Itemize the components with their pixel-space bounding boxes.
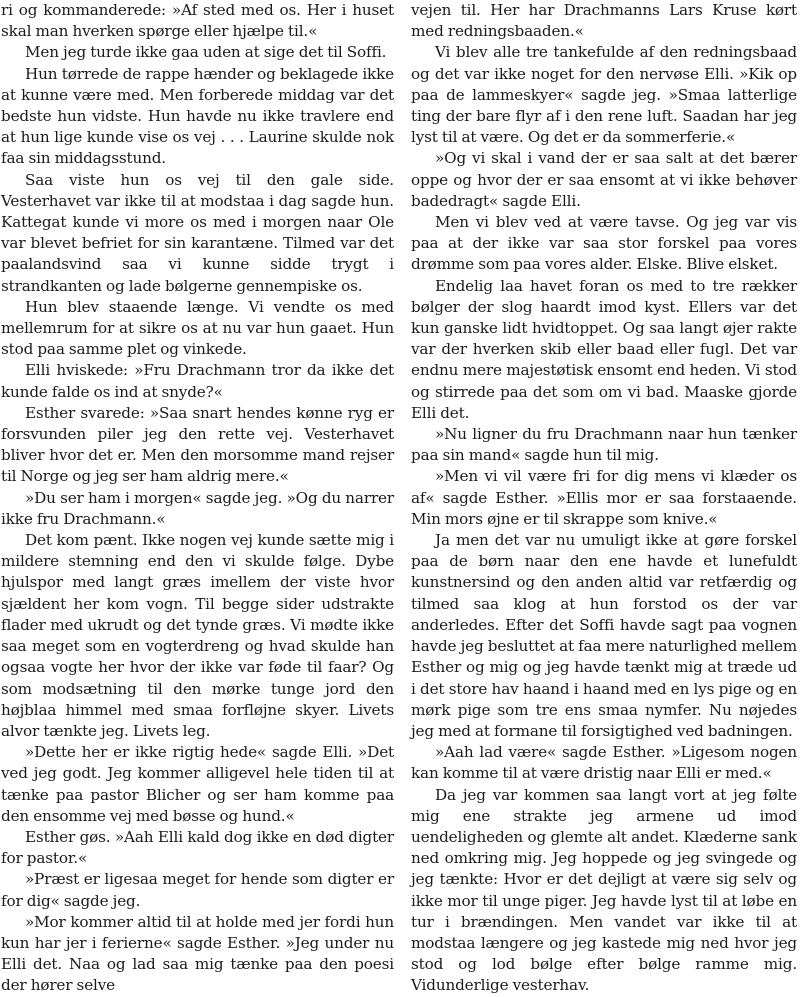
paragraph: Elli hviskede: »Fru Drachmann tror da ikke det kunde falde os ind at snyde?«	[1, 361, 394, 401]
paragraph: »Aah lad være« sagde Esther. »Ligesom nogen kan komme til at være dristig naar Elli er med.«	[411, 743, 797, 783]
paragraph: Vi blev alle tre tankefulde af den redningsbaad og det var ikke noget for den nervøse Elli. »Kik op paa de lammeskyer« sagde jeg. »Smaa latterlige ting der bare flyr af i den rene luft. Saadan har jeg lyst til at være. Og det er da sommerferie.«	[411, 43, 797, 147]
right-text-column	[401, 0, 797, 995]
paragraph: Men vi blev ved at være tavse. Og jeg var vis paa at der ikke var saa stor forskel paa vores drømme som paa vores alder. Elske. Blive elsket.	[411, 213, 797, 274]
paragraph: vejen til. Her har Drachmanns Lars Kruse kørt med redningsbaaden.«	[411, 1, 797, 41]
paragraph: »Mor kommer altid til at holde med jer fordi hun kun har jer i ferierne« sagde Esther. »Jeg under nu Elli det. Naa og lad saa mig tænke paa den poesi der hører selve	[1, 912, 394, 995]
paragraph: Saa viste hun os vej til den gale side. Vesterhavet var ikke til at modstaa i dag sagde hun. Kattegat kunde vi more os med i morgen naar Ole var blevet befriet for sin karantæne. Tilmed var det paalandsvind saa vi kunne sidde trygt i strandkanten og lade bølgerne gennempiske os.	[1, 170, 394, 295]
paragraph: »Og vi skal i vand der er saa salt at det bærer oppe og hvor der er saa ensomt at vi ikke behøver badedragt« sagde Elli.	[411, 149, 797, 210]
paragraph: Hun tørrede de rappe hænder og beklagede ikke at kunne være med. Men forberede middag var det bedste hun vidste. Hun havde nu ikke travlere end at hun lige kunde vise os vej . . . Laurine skulde nok faa sin middagsstund.	[1, 64, 394, 168]
paragraph: Det kom pænt. Ikke nogen vej kunde sætte mig i mildere stemning end den vi skulde følge. Dybe hjulspor med langt græs imellem der viste hvor sjældent her kom vogn. Til begge sider udstrakte flader med ukrudt og det tynde græs. Vi mødte ikke saa meget som en vogterdreng og hvad skulde han ogsaa vogte her hvor der ikke var føde til faar? Og som modsætning til den mørke tunge jord den højblaa himmel med smaa forfløjne skyer. Livets alvor tænkte jeg. Livets leg.	[1, 531, 394, 740]
paragraph: Men jeg turde ikke gaa uden at sige det til Soffi.	[25, 43, 387, 62]
paragraph: »Præst er ligesaa meget for hende som digter er for dig« sagde jeg.	[1, 870, 394, 910]
paragraph: Hun blev staaende længe. Vi vendte os med mellemrum for at sikre os at nu var hun gaaet. Hun stod paa samme plet og vinkede.	[1, 297, 394, 359]
left-text-column	[0, 0, 394, 995]
paragraph: »Nu ligner du fru Drachmann naar hun tænker paa sin mand« sagde hun til mig.	[411, 425, 797, 465]
paragraph: »Dette her er ikke rigtig hede« sagde Elli. »Det ved jeg godt. Jeg kommer alligevel hele tiden til at tænke paa pastor Blicher og ser ham komme paa den ensomme vej med bøsse og hund.«	[1, 743, 394, 825]
paragraph: »Men vi vil være fri for dig mens vi klæder os af« sagde Esther. »Ellis mor er saa forstaaende. Min mors øjne er til skrappe som knive.«	[411, 467, 797, 528]
paragraph: Ja men det var nu umuligt ikke at gøre forskel paa de børn naar den ene havde et lunefuldt kunstnersind og den anden altid var retfærdig og tilmed saa klog at hun forstod os der var anderledes. Efter det Soffi havde sagt paa vognen havde jeg besluttet at faa mere naturlighed mellem Esther og mig og jeg havde tænkt mig at træde ud i det store hav haand i haand med en lys pige og en mørk pige som tre ens smaa nymfer. Nu nøjedes jeg med at formane til forsigtighed ved badningen.	[411, 531, 797, 740]
paragraph: Da jeg var kommen saa langt vort at jeg følte mig ene strakte jeg armene ud imod uendeligheden og glemte alt andet. Klæderne sank ned omkring mig. Jeg hoppede og jeg svingede og jeg tænkte: Hvor er det dejligt at være sig selv og ikke mor til unge piger. Jeg havde lyst til at løbe en tur i brændingen. Men vandet var ikke til at modstaa længere og jeg kastede mig ned hvor jeg stod og lod bølge efter bølge ramme mig. Vidunderlige vesterhav.	[411, 785, 797, 995]
paragraph: ri og kommanderede: »Af sted med os. Her i huset skal man hverken spørge eller hjælpe til.«	[1, 1, 394, 41]
paragraph: Endelig laa havet foran os med to tre rækker bølger der slog haardt imod kyst. Ellers var det kun ganske lidt hvidtoppet. Og saa langt øjer rakte var der hverken skib eller baad eller fugl. Det var endnu mere majestøtisk ensomt end heden. Vi stod og stirrede paa det som om vi bad. Maaske gjorde Elli det.	[411, 276, 797, 422]
paragraph: »Du ser ham i morgen« sagde jeg. »Og du narrer ikke fru Drachmann.«	[1, 488, 394, 528]
paragraph: Esther svarede: »Saa snart hendes kønne ryg er forsvunden piler jeg den rette vej. Vesterhavet bliver hvor det er. Men den morsomme mand rejser til Norge og jeg ser ham aldrig mere.«	[1, 403, 394, 486]
paragraph: Esther gøs. »Aah Elli kald dog ikke en død digter for pastor.«	[1, 827, 394, 868]
